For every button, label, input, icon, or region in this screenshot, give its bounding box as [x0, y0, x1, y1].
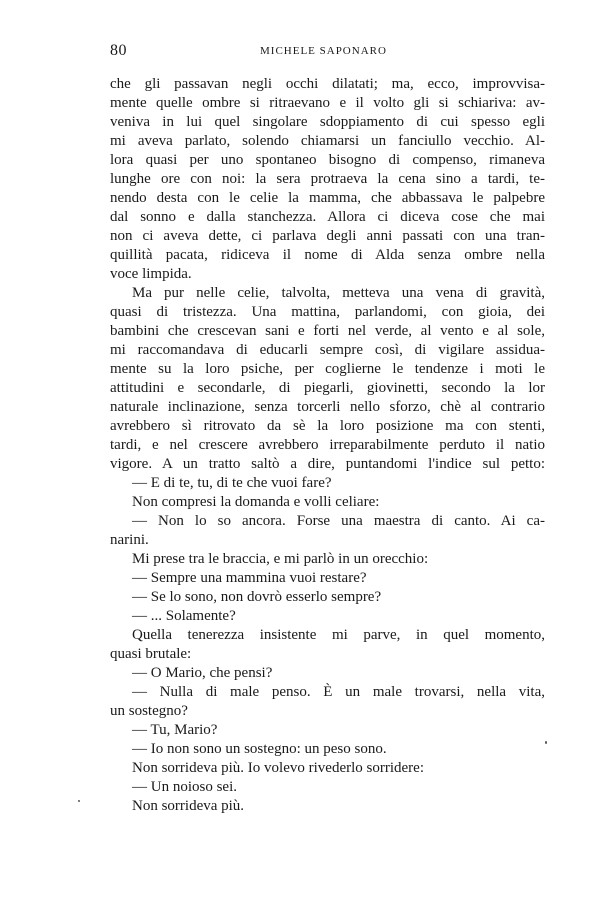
text-line: mente quelle ombre si ritraevano e il volto gli si schiariva: av-: [110, 95, 545, 111]
text-line: — Sempre una mammina vuoi restare?: [132, 570, 367, 586]
text-line: narini.: [110, 532, 149, 548]
text-line: bambini che crescevan sani e forti nel verde, al vento e al sole,: [110, 323, 545, 339]
text-line: che gli passavan negli occhi dilatati; ma, ecco, improvvisa-: [110, 76, 545, 92]
text-line: quasi brutale:: [110, 646, 192, 662]
text-line: nendo desta con le celie la mamma, che abbassava le palpebre: [110, 190, 545, 206]
page-number: 80: [110, 42, 127, 59]
text-line: Non sorrideva più.: [132, 798, 245, 814]
text-line: — Un noioso sei.: [132, 779, 237, 795]
body-text: [110, 75, 545, 816]
text-line: mente su la loro psiche, per coglierne le tendenze i moti le: [110, 361, 545, 377]
text-line: quillità pacata, ridiceva il nome di Alda senza ombre nella: [110, 247, 545, 263]
text-line: — Tu, Mario?: [132, 722, 218, 738]
text-line: voce limpida.: [110, 266, 192, 282]
text-line: non ci aveva dette, ci parlava degli anni passati con una tran-: [110, 228, 545, 244]
text-line: — Non lo so ancora. Forse una maestra di canto. Ai ca-: [132, 513, 545, 529]
text-line: mi raccomandava di educarli sempre così, di vigilare assidua-: [110, 342, 545, 358]
text-line: Ma pur nelle celie, talvolta, metteva una vena di gravità,: [132, 285, 545, 301]
text-line: mi aveva parlato, solendo chiamarsi un fanciullo vecchio. Al-: [110, 133, 545, 149]
text-line: attitudini e secondarle, di piegarli, giovinetti, secondo la lor: [110, 380, 545, 396]
text-line: un sostegno?: [110, 703, 188, 719]
paper-speck: [545, 741, 547, 744]
page-header: [110, 42, 545, 64]
text-line: quasi di tristezza. Una mattina, parlandomi, con gioia, dei: [110, 304, 545, 320]
text-line: vigore. A un tratto saltò a dire, puntandomi l'indice sul petto:: [110, 456, 545, 472]
text-line: — E di te, tu, di te che vuoi fare?: [132, 475, 332, 491]
text-line: Non compresi la domanda e volli celiare:: [132, 494, 380, 510]
text-line: veniva in lui quel singolare sdoppiamento di cui spesso egli: [110, 114, 545, 130]
text-line: tardi, e nel crescere avrebbero irreparabilmente perduto il natio: [110, 437, 545, 453]
running-head: MICHELE SAPONARO: [260, 45, 387, 57]
text-line: Non sorrideva più. Io volevo rivederlo sorridere:: [132, 760, 424, 776]
text-line: — Se lo sono, non dovrò esserlo sempre?: [132, 589, 382, 605]
paper-speck: [78, 800, 80, 802]
text-line: lora quasi per uno spontaneo bisogno di compenso, rimaneva: [110, 152, 545, 168]
text-line: lunghe ore con noi: la sera protraeva la cena sino a tardi, te-: [110, 171, 545, 187]
text-line: — Io non sono un sostegno: un peso sono.: [132, 741, 387, 757]
text-line: — Nulla di male penso. È un male trovarsi, nella vita,: [132, 684, 545, 700]
text-line: — O Mario, che pensi?: [132, 665, 273, 681]
text-line: naturale inclinazione, senza torcerli nello sforzo, chè al contrario: [110, 399, 545, 415]
text-line: — ... Solamente?: [132, 608, 236, 624]
text-line: avrebbero sì ritrovato da sè la loro posizione ma con stenti,: [110, 418, 545, 434]
text-line: Quella tenerezza insistente mi parve, in quel momento,: [132, 627, 545, 643]
text-line: Mi prese tra le braccia, e mi parlò in un orecchio:: [132, 551, 429, 567]
text-line: dal sonno e dalla stanchezza. Allora ci diceva cose che mai: [110, 209, 545, 225]
